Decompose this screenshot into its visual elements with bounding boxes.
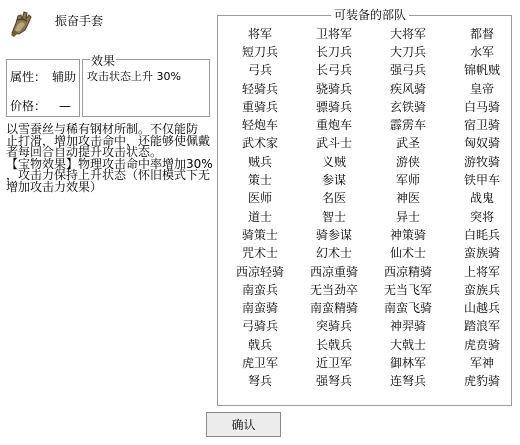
units-panel bbox=[217, 15, 512, 406]
unit-item: 玄铁骑 bbox=[389, 99, 426, 114]
unit-item: 山越兵 bbox=[463, 301, 500, 316]
unit-item: 策士 bbox=[247, 173, 272, 188]
unit-item: 都督 bbox=[469, 26, 494, 41]
unit-item: 无当劲卒 bbox=[309, 282, 358, 297]
unit-item: 宿卫骑 bbox=[463, 118, 500, 133]
unit-item: 武术家 bbox=[241, 136, 278, 151]
unit-item: 仙术士 bbox=[389, 246, 426, 261]
unit-item: 锦帆贼 bbox=[463, 63, 500, 78]
unit-item: 蛮族骑 bbox=[463, 246, 500, 261]
unit-item: 御林军 bbox=[389, 355, 426, 370]
unit-item: 神策骑 bbox=[389, 227, 426, 242]
unit-item: 大将军 bbox=[389, 26, 426, 41]
effect-text: 攻击状态上升 30% bbox=[87, 70, 181, 83]
unit-item: 卫将军 bbox=[315, 26, 352, 41]
price-value: — bbox=[59, 99, 71, 113]
price-label: 价格： bbox=[10, 99, 47, 113]
unit-item: 南蛮精骑 bbox=[309, 301, 358, 316]
unit-item: 贼兵 bbox=[247, 154, 272, 169]
unit-item: 南蛮兵 bbox=[241, 282, 278, 297]
attribute-value: 辅助 bbox=[52, 70, 77, 84]
unit-item: 虎贲骑 bbox=[463, 337, 500, 352]
unit-item: 大刀兵 bbox=[389, 44, 426, 59]
unit-item: 长弓兵 bbox=[315, 63, 352, 78]
unit-item: 连弩兵 bbox=[389, 374, 426, 389]
unit-item: 骑参谋 bbox=[315, 227, 352, 242]
unit-item: 长刀兵 bbox=[315, 44, 352, 59]
price-row bbox=[10, 97, 78, 114]
unit-item: 突骑兵 bbox=[315, 319, 352, 334]
unit-item: 将军 bbox=[247, 26, 272, 41]
unit-item: 骠骑兵 bbox=[315, 99, 352, 114]
gauntlet-icon bbox=[6, 6, 38, 38]
unit-item: 西凉轻骑 bbox=[235, 264, 284, 279]
unit-grid bbox=[223, 24, 513, 390]
attribute-panel bbox=[6, 59, 80, 117]
unit-item: 白马骑 bbox=[463, 99, 500, 114]
unit-item: 虎豹骑 bbox=[463, 374, 500, 389]
unit-item: 重骑兵 bbox=[241, 99, 278, 114]
unit-item: 霹雳车 bbox=[389, 118, 426, 133]
unit-item: 武圣 bbox=[395, 136, 420, 151]
item-description: 以雪蚕丝与稀有钢材所制。不仅能防 止打滑，增加攻击命中，还能够使佩戴 者每回合自动提升攻击状态。 【宝物效果】物理攻击命中率增加30% ，攻击力保持上升状态（怀旧模式下无 增加攻击力效果） bbox=[6, 122, 213, 194]
unit-item: 强弓兵 bbox=[389, 63, 426, 78]
unit-item: 西凉精骑 bbox=[383, 264, 432, 279]
unit-item: 道士 bbox=[247, 209, 272, 224]
unit-item: 铁甲车 bbox=[463, 173, 500, 188]
unit-item: 幻术士 bbox=[315, 246, 352, 261]
unit-item: 西凉重骑 bbox=[309, 264, 358, 279]
unit-item: 弩兵 bbox=[247, 374, 272, 389]
unit-item: 骁骑兵 bbox=[315, 81, 352, 96]
attribute-label: 属性： bbox=[10, 70, 47, 84]
unit-item: 咒术士 bbox=[241, 246, 278, 261]
unit-item: 军神 bbox=[469, 355, 494, 370]
attribute-row bbox=[10, 68, 76, 85]
unit-item: 南蛮飞骑 bbox=[383, 301, 432, 316]
effect-legend: 效果 bbox=[91, 54, 116, 68]
unit-item: 战鬼 bbox=[469, 191, 494, 206]
unit-item: 踏浪军 bbox=[463, 319, 500, 334]
unit-item: 南蛮骑 bbox=[241, 301, 278, 316]
unit-item: 轻炮车 bbox=[241, 118, 278, 133]
unit-item: 疾风骑 bbox=[389, 81, 426, 96]
unit-item: 弓骑兵 bbox=[241, 319, 278, 334]
unit-item: 短刀兵 bbox=[241, 44, 278, 59]
unit-item: 神羿骑 bbox=[389, 319, 426, 334]
unit-item: 无当飞军 bbox=[383, 282, 432, 297]
unit-item: 白眊兵 bbox=[463, 227, 500, 242]
unit-item: 义贼 bbox=[321, 154, 346, 169]
unit-item: 弓兵 bbox=[247, 63, 272, 78]
unit-item: 异士 bbox=[395, 209, 420, 224]
unit-item: 神医 bbox=[395, 191, 420, 206]
unit-item: 骑策士 bbox=[241, 227, 278, 242]
item-name: 振奋手套 bbox=[55, 14, 104, 28]
unit-item: 近卫军 bbox=[315, 355, 352, 370]
unit-item: 游牧骑 bbox=[463, 154, 500, 169]
unit-item: 大戟士 bbox=[389, 337, 426, 352]
unit-item: 轻骑兵 bbox=[241, 81, 278, 96]
unit-item: 强弩兵 bbox=[315, 374, 352, 389]
unit-item: 参谋 bbox=[321, 173, 346, 188]
unit-item: 戟兵 bbox=[247, 337, 272, 352]
unit-item: 匈奴骑 bbox=[463, 136, 500, 151]
unit-item: 游侠 bbox=[395, 154, 420, 169]
unit-item: 名医 bbox=[321, 191, 346, 206]
unit-item: 智士 bbox=[321, 209, 346, 224]
unit-item: 军师 bbox=[395, 173, 420, 188]
unit-item: 突将 bbox=[469, 209, 494, 224]
unit-item: 蛮族兵 bbox=[463, 282, 500, 297]
unit-item: 虎卫军 bbox=[241, 355, 278, 370]
unit-item: 长戟兵 bbox=[315, 337, 352, 352]
unit-item: 水军 bbox=[469, 44, 494, 59]
unit-item: 武斗士 bbox=[315, 136, 352, 151]
confirm-button[interactable]: 确认 bbox=[206, 412, 281, 437]
unit-item: 医师 bbox=[247, 191, 272, 206]
unit-item: 重炮车 bbox=[315, 118, 352, 133]
unit-item: 皇帝 bbox=[469, 81, 494, 96]
units-title: 可装备的部队 bbox=[331, 6, 409, 23]
unit-item: 上将军 bbox=[463, 264, 500, 279]
